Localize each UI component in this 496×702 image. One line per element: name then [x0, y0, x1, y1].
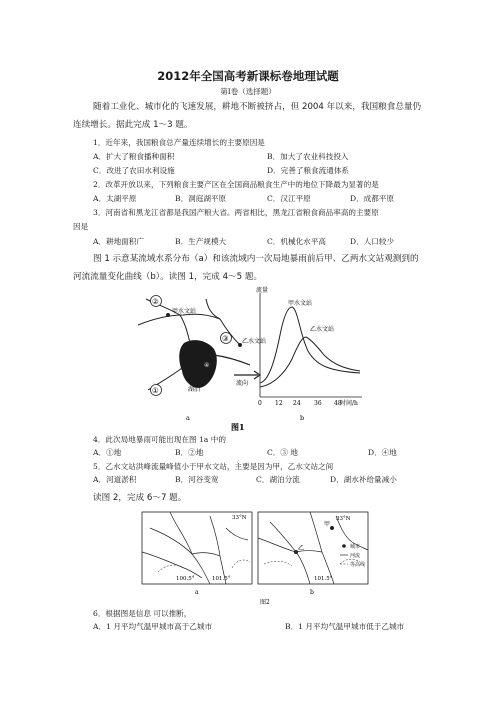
- question-1-stem: 1．近年来，我国粮食总产量连续增长的主要原因是: [93, 138, 265, 147]
- marker-1: ①: [152, 386, 159, 395]
- question-2-option-d: D．成都平原: [350, 194, 395, 203]
- question-2-option-c: C．汉江平原: [267, 194, 311, 203]
- figure-2b-latitude: 33°N: [336, 516, 351, 522]
- question-2-option-b: B．洞庭湖平原: [175, 194, 227, 203]
- lake-shape: [179, 340, 217, 388]
- question-3-option-c: C．机械化水平高: [267, 237, 326, 246]
- question-5-option-c: C．湖泊分流: [256, 475, 300, 484]
- question-4-option-d: D．④地: [368, 448, 397, 457]
- legend-contour: 等高线: [350, 562, 366, 568]
- figure-1b-hydrograph: [260, 293, 362, 397]
- city-yi-label: 乙: [298, 545, 305, 552]
- legend-river: 河流: [350, 553, 361, 559]
- legend-city: 城市: [350, 544, 361, 550]
- figure-2b-longitude: 101.5°: [314, 576, 333, 582]
- question-1-option-c: C．改进了农田水利设施: [93, 166, 175, 175]
- marker-3: ③: [222, 334, 229, 343]
- question-6-option-b: B．1 月平均气温甲城市低于乙城市: [285, 622, 405, 631]
- marker-4: ④: [204, 362, 210, 369]
- figure-2a-latitude: 33°N: [232, 515, 247, 521]
- question-1-option-b: B．加大了农业科技投入: [267, 152, 349, 161]
- figure-2-caption: 图2: [260, 599, 270, 606]
- intro-1-line-1: 随着工业化、城市化的飞速发展，耕地不断被挤占，但 2004 年以来，我国粮食总量仍: [93, 102, 422, 112]
- question-3-option-a: A．耕地面积广: [93, 237, 145, 246]
- figure-1b-label: b: [300, 414, 305, 422]
- question-3-stem-line-2: 因是: [73, 222, 89, 231]
- question-3-option-b: B．生产规模大: [175, 237, 227, 246]
- question-3-option-d: D．人口较少: [350, 237, 395, 246]
- question-6-stem: 6．根据图是信息 可以推断，: [93, 609, 192, 618]
- question-5-option-b: B．河谷变宽: [175, 475, 219, 484]
- marker-2: ②: [152, 297, 159, 306]
- question-6-option-a: A．1 月平均气温甲城市高于乙城市: [93, 622, 213, 631]
- page-title: 2012年全国高考新课标卷地理试题: [157, 69, 339, 83]
- intro-2-line-1: 图 1 示意某流域水系分布（a）和该流域内一次局地暴雨前后甲、乙两水文站观测到的: [93, 254, 419, 264]
- hydrograph-curve-jia-label: 甲水文站: [288, 300, 313, 307]
- x-tick-0: 0: [258, 400, 262, 407]
- figure-2a-map: [142, 512, 252, 584]
- figure-1: [128, 285, 373, 433]
- question-1-option-d: D．完善了粮食流通体系: [267, 166, 350, 175]
- hydrograph-curve-yi-label: 乙水文站: [310, 326, 335, 333]
- hydrograph-y-axis-label: 流量: [256, 287, 269, 294]
- figure-2a-longitude-2: 101.5°: [212, 576, 231, 582]
- question-4-option-b: B．②地: [175, 448, 204, 457]
- figure-2: [140, 508, 382, 606]
- x-tick-48: 48: [334, 400, 342, 407]
- station-jia-label: 甲水文站: [172, 308, 197, 315]
- intro-3: 读图 2，完成 6～7 题。: [93, 493, 187, 503]
- question-3-stem-line-1: 3．河南省和黑龙江省都是我国产粮大省。两省相比，黑龙江省粮食商品率高的主要原: [93, 208, 379, 217]
- x-tick-12: 12: [275, 400, 283, 407]
- section-subtitle: 第Ⅰ卷（选择题）: [220, 87, 276, 96]
- city-jia-label: 甲: [324, 521, 331, 528]
- question-4-option-a: A．①地: [93, 448, 122, 457]
- question-1-option-a: A．扩大了粮食播种面积: [93, 152, 175, 161]
- figure-1a-label: a: [186, 414, 190, 422]
- x-tick-36: 36: [314, 400, 322, 407]
- question-4-option-c: C．③ 地: [267, 448, 299, 457]
- lake-label: 湖泊: [188, 386, 201, 393]
- intro-1-line-2: 连续增长。据此完成 1～3 题。: [73, 120, 193, 130]
- figure-1-caption: 图1: [231, 422, 245, 432]
- station-yi-label: 乙水文站: [242, 338, 267, 345]
- question-5-stem: 5．乙水文站洪峰流量峰值小于甲水文站，主要是因为甲，乙水文站之间: [93, 462, 334, 471]
- question-5-option-a: A．河道淤积: [93, 475, 137, 484]
- figure-2b-label: b: [310, 589, 314, 596]
- figure-2a-label: a: [195, 589, 199, 596]
- figure-2a-longitude-1: 100.5°: [176, 576, 195, 582]
- question-2-option-a: A．太湖平原: [93, 194, 137, 203]
- x-tick-24: 24: [293, 400, 301, 407]
- question-5-option-d: D．湖水补给量减小: [330, 475, 397, 484]
- question-4-stem: 4．此次局地暴雨可能出现在图 1a 中的: [93, 435, 226, 444]
- hydrograph-x-axis-label: 时间/h: [340, 400, 358, 407]
- flow-direction-label: 流向: [236, 380, 249, 387]
- question-2-stem: 2．改革开放以来，下列粮食主要产区在全国商品粮食生产中的地位下降最为显著的是: [93, 180, 379, 189]
- intro-2-line-2: 河流流量变化曲线（b）。读图 1，完成 4～5 题。: [73, 272, 263, 282]
